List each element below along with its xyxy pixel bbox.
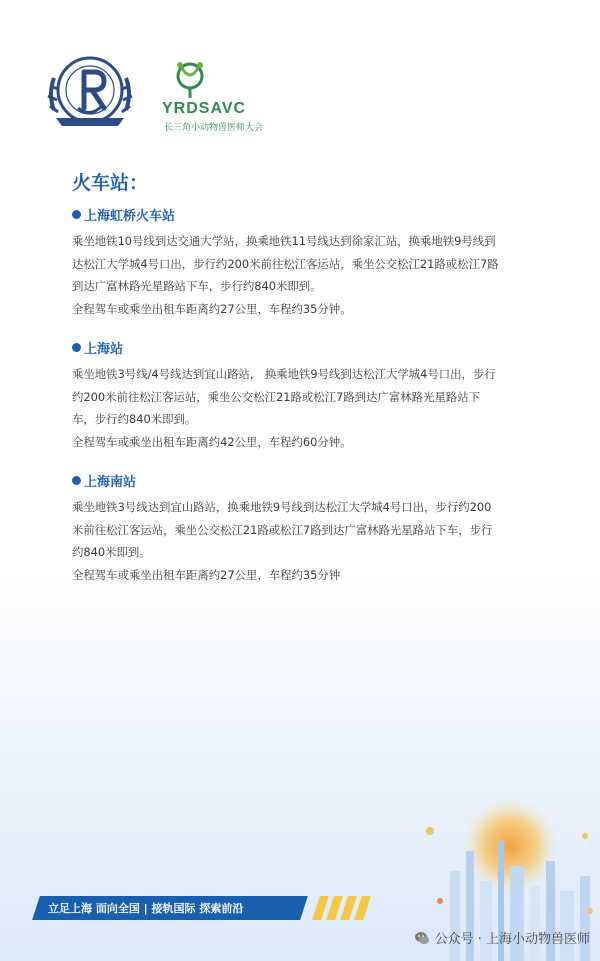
station-shanghai: [72, 338, 542, 453]
watermark-text: 公众号 · 上海小动物兽医师: [434, 932, 590, 947]
route-line: 乘坐地铁3号线/4号线达到宜山路站， 换乘地铁9号线到达松江大学城4号口出，步行: [72, 367, 496, 381]
route-line: 乘坐地铁10号线到达交通大学站，换乘地铁11号线达到徐家汇站，换乘地铁9号线到: [72, 234, 496, 248]
slogan-banner: [36, 896, 376, 920]
drive-info: 全程驾车或乘坐出租车距离约27公里，车程约35分钟: [72, 567, 341, 582]
station-hongqiao: [72, 205, 542, 320]
slogan-text: 立足上海 面向全国 | 接轨国际 探索前沿: [48, 902, 244, 915]
drive-info: 全程驾车或乘坐出租车距离约27公里，车程约35分钟。: [72, 301, 352, 316]
bullet-dot-icon: [72, 476, 81, 485]
section-title: 火车站：: [72, 172, 149, 194]
drive-info: 全程驾车或乘坐出租车距离约42公里，车程约60分钟。: [72, 434, 352, 449]
stethoscope-icon: [170, 56, 210, 100]
station-name: 上海南站: [84, 475, 137, 490]
logo-name: YRDSAVC: [162, 100, 247, 117]
route-line: 米前往松江客运站，乘坐公交松江21路或松江7路到达广富林路光星路站下车，步行: [72, 522, 493, 537]
station-name: 上海站: [84, 342, 124, 357]
main-content: [72, 168, 542, 604]
yrdsavc-logo: [162, 56, 272, 136]
bullet-dot-icon: [72, 343, 81, 352]
wechat-watermark: [414, 928, 590, 947]
route-line: 车，步行约840米即到。: [72, 412, 197, 426]
station-shanghai-south: [72, 471, 542, 586]
route-line: 约840米即到。: [72, 545, 151, 559]
association-emblem-logo: [44, 48, 136, 138]
station-name: 上海虹桥火车站: [84, 209, 176, 224]
logo-subtitle: 长三角小动物兽医师大会: [164, 123, 264, 133]
stripe-decoration: [354, 896, 371, 920]
route-line: 乘坐地铁3号线达到宜山路站，换乘地铁9号线到达松江大学城4号口出，步行约200: [72, 500, 492, 514]
route-line: 到达广富林路光星路站下车，步行约840米即到。: [72, 279, 322, 293]
route-line: 约200米前往松江客运站，乘坐公交松江21路或松江7路到达广富林路光星路站下: [72, 389, 480, 404]
route-line: 达松江大学城4号口出，步行约200米前往松江客运站，乘坐公交松江21路或松江7路: [72, 256, 499, 271]
bullet-dot-icon: [72, 210, 81, 219]
wechat-icon: [414, 930, 430, 946]
logo-area: [44, 48, 284, 138]
